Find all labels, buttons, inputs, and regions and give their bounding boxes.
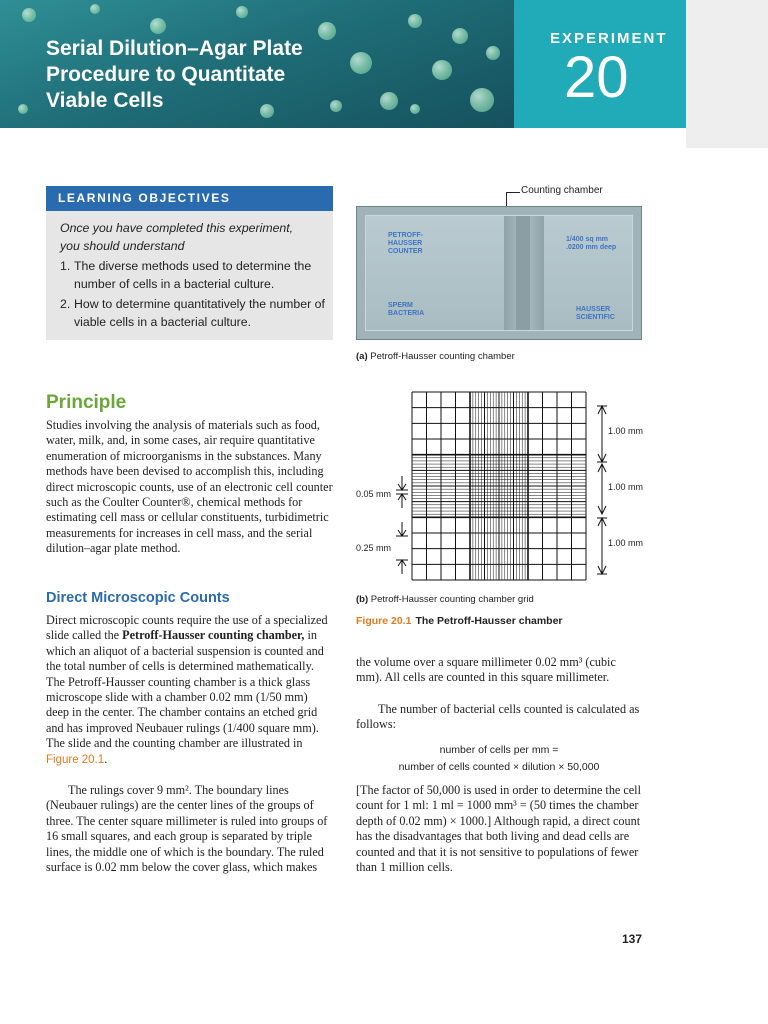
grid-label: 0.05 mm <box>356 489 392 499</box>
learning-objectives-list <box>60 257 333 331</box>
counting-chamber-photo <box>356 206 642 340</box>
experiment-number: 20 <box>564 45 629 110</box>
figure-title: Figure 20.1 The Petroff-Hausser chamber <box>356 615 563 627</box>
direct-counts-paragraph-2: The rulings cover 9 mm². The boundary lines (Neubauer rulings) are the center lines of the groups of three. The center square millimeter is ruled into groups of 16 small squares, and each group is separated by triple lines, the middle one of which is the boundary. The ruled surface is 0.02 mm below the cover glass, which makes <box>46 783 328 875</box>
list-item: 2. How to determine quantitatively the number of viable cells in a bacterial culture. <box>60 297 325 329</box>
learning-objectives-intro: Once you have completed this experiment, you should understand <box>60 221 294 253</box>
learning-objectives-box <box>46 186 333 340</box>
counting-chamber <box>504 216 544 330</box>
experiment-badge <box>514 0 686 128</box>
slide-label: 1/400 sq mm .0200 mm deep <box>566 236 617 251</box>
callout-leader <box>506 192 520 193</box>
grid-label: 1.00 mm <box>608 426 644 436</box>
counting-chamber-callout: Counting chamber <box>521 185 603 196</box>
volume-paragraph: the volume over a square millimeter 0.02 mm³ (cubic mm). All cells are counted in this square millimeter. <box>356 655 616 685</box>
experiment-title: Serial Dilution–Agar Plate Procedure to Quantitate Viable Cells <box>46 37 303 112</box>
page-number: 137 <box>622 932 643 946</box>
slide-label: HAUSSER SCIENTIFIC <box>576 306 615 321</box>
caption-b: (b) Petroff-Hausser counting chamber grid <box>356 594 534 605</box>
calculation-paragraph: The number of bacterial cells counted is calculated as follows: <box>356 702 640 732</box>
principle-paragraph: Studies involving the analysis of materials such as food, water, milk, and, in some cases, air require quantitative enumeration of microorganisms in the substances. Many methods have been devised to accomplish this, including direct microscopic counts, use of an electronic cell counter such as the Coulter Counter®, chemical methods for estimating cell mass or cellular constituents, turbidimetric measurements for increases in cell mass, and the serial dilution–agar plate method. <box>46 418 333 556</box>
grid-label: 1.00 mm <box>608 538 644 548</box>
figure-reference-link[interactable]: Figure 20.1 <box>46 753 105 766</box>
slide-label: SPERM BACTERIA <box>388 302 425 317</box>
margin-block <box>686 0 768 148</box>
factor-paragraph: [The factor of 50,000 is used in order to determine the cell count for 1 ml: 1 ml = 1000 mm³ = (50 times the chamber depth of 0.02 mm) × 1000.] Although rapid, a direct count has the disadvantages that both living and dead cells are counted and that it is not sensitive to populations of fewer than 1 million cells. <box>356 783 641 875</box>
cell-count-formula: number of cells per mm = number of cells counted × dilution × 50,000 <box>398 744 600 773</box>
grid-label: 1.00 mm <box>608 482 644 492</box>
grid-label: 0.25 mm <box>356 543 392 553</box>
direct-counts-heading: Direct Microscopic Counts <box>46 590 230 606</box>
slide-label: PETROFF- HAUSSER COUNTER <box>388 232 423 255</box>
counting-chamber-grid <box>350 384 650 589</box>
chapter-banner <box>0 0 686 128</box>
principle-heading: Principle <box>46 392 127 413</box>
list-item: 1. The diverse methods used to determine the number of cells in a bacterial culture. <box>60 259 312 291</box>
learning-objectives-heading: LEARNING OBJECTIVES <box>46 186 333 211</box>
caption-a: (a) Petroff-Hausser counting chamber <box>356 351 515 362</box>
experiment-label: EXPERIMENT <box>550 30 668 47</box>
banner-image <box>0 0 514 128</box>
direct-counts-paragraph: Direct microscopic counts require the use of a specialized slide called the Petroff-Hausser counting chamber, in which an aliquot of a bacterial suspension is counted and the total number of cells is determined mathematically. The Petroff-Hausser counting chamber is a thick glass microscope slide with a chamber 0.02 mm (1/50 mm) deep in the center. The chamber contains an etched grid and has improved Neubauer rulings (1/400 square mm). The slide and the counting chamber are illustrated in Figure 20.1. <box>46 613 328 766</box>
